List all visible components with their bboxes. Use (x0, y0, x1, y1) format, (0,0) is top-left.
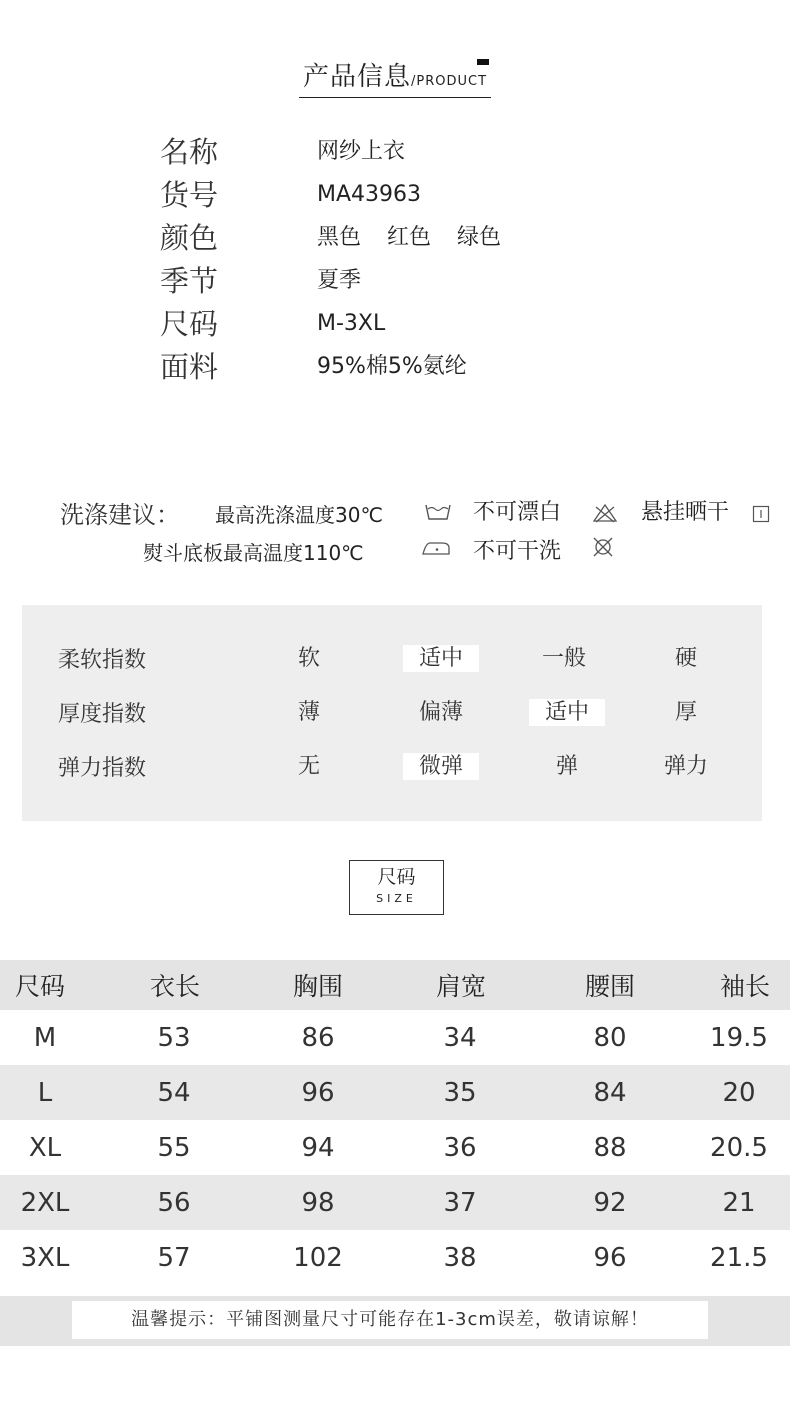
table-cell: 21.5 (710, 1242, 768, 1273)
table-cell: 36 (443, 1132, 477, 1163)
info-key: 季节 (160, 264, 219, 298)
info-key: 名称 (160, 135, 219, 169)
table-row (0, 1010, 790, 1065)
table-cell: L (37, 1077, 53, 1108)
table-row (0, 1175, 790, 1230)
column-header: 袖长 (719, 972, 770, 1001)
info-value: 夏季 (317, 268, 362, 293)
table-cell: 54 (157, 1077, 191, 1108)
title-cn: 产品信息 (302, 62, 411, 92)
table-cell: 86 (301, 1022, 335, 1053)
index-label: 厚度指数 (58, 702, 147, 727)
table-cell: 34 (443, 1022, 477, 1053)
wash-item-bleach: 不可漂白 (473, 500, 562, 525)
table-cell: 96 (593, 1242, 627, 1273)
no-dry-clean-icon (592, 536, 614, 558)
table-cell: 19.5 (710, 1022, 768, 1053)
index-label: 弹力指数 (58, 756, 147, 781)
title-mark (477, 59, 489, 65)
index-option: 无 (297, 754, 320, 779)
table-cell: 88 (593, 1132, 627, 1163)
index-option: 偏薄 (418, 700, 463, 725)
section-header (0, 56, 790, 98)
info-key: 颜色 (160, 221, 219, 255)
no-bleach-icon (592, 503, 618, 523)
table-cell: 80 (593, 1022, 627, 1053)
table-cell: 57 (157, 1242, 191, 1273)
column-header: 肩宽 (435, 972, 486, 1001)
size-badge-en: SIZE (376, 892, 417, 905)
table-cell: 94 (301, 1132, 335, 1163)
table-cell: 3XL (20, 1242, 70, 1273)
table-cell: 56 (157, 1187, 191, 1218)
info-value: 95%棉5%氨纶 (317, 354, 467, 379)
table-cell: 38 (443, 1242, 477, 1273)
table-cell: 20.5 (710, 1132, 768, 1163)
color-option: 黑色 (317, 225, 362, 250)
table-cell: 35 (443, 1077, 477, 1108)
table-cell: 2XL (20, 1187, 70, 1218)
index-option-selected: 微弹 (403, 753, 479, 780)
index-option: 软 (297, 646, 320, 671)
info-value: MA43963 (317, 182, 422, 207)
hang-dry-icon (752, 505, 770, 523)
table-cell: XL (28, 1132, 62, 1163)
column-header: 胸围 (292, 972, 343, 1001)
info-value-colors (317, 218, 527, 258)
table-cell: 53 (157, 1022, 191, 1053)
wash-item-iron: 熨斗底板最高温度110℃ (143, 541, 364, 565)
index-option: 弹 (555, 754, 578, 779)
column-header: 尺码 (14, 972, 65, 1001)
wash-basin-icon (424, 502, 452, 522)
wash-item-temp: 最高洗涤温度30℃ (215, 503, 383, 527)
index-option: 弹力 (663, 754, 708, 779)
size-badge-cn: 尺码 (377, 866, 416, 888)
table-cell: 55 (157, 1132, 191, 1163)
index-label: 柔软指数 (58, 648, 147, 673)
table-cell: 21 (722, 1187, 756, 1218)
table-cell: 98 (301, 1187, 335, 1218)
tip-bar (0, 1296, 790, 1346)
info-value: 网纱上衣 (317, 139, 406, 164)
index-option-selected: 适中 (403, 645, 479, 672)
fabric-index-panel (22, 605, 762, 821)
color-option: 红色 (387, 225, 432, 250)
iron-icon (420, 539, 452, 557)
table-cell: 37 (443, 1187, 477, 1218)
product-info-title (299, 56, 491, 98)
table-cell: 20 (722, 1077, 756, 1108)
color-option: 绿色 (457, 225, 502, 250)
info-value: M-3XL (317, 311, 386, 336)
title-en: /PRODUCT (410, 74, 488, 89)
index-option: 硬 (674, 646, 697, 671)
column-header: 衣长 (149, 972, 200, 1001)
table-header-row (0, 960, 790, 1010)
index-option: 一般 (541, 646, 586, 671)
table-row (0, 1120, 790, 1175)
size-table (0, 960, 790, 1285)
info-key: 货号 (160, 178, 219, 212)
table-cell: 92 (593, 1187, 627, 1218)
table-cell: M (33, 1022, 57, 1053)
index-option: 厚 (674, 700, 697, 725)
table-cell: 102 (293, 1242, 343, 1273)
wash-item-dryclean: 不可干洗 (473, 539, 562, 564)
info-key: 面料 (160, 350, 219, 384)
table-cell: 96 (301, 1077, 335, 1108)
size-badge (349, 860, 444, 915)
index-option-selected: 适中 (529, 699, 605, 726)
table-row (0, 1065, 790, 1120)
table-cell: 84 (593, 1077, 627, 1108)
column-header: 腰围 (584, 972, 635, 1001)
table-row (0, 1230, 790, 1285)
wash-title: 洗涤建议： (60, 501, 180, 529)
info-key: 尺码 (160, 307, 219, 341)
wash-item-hang: 悬挂晒干 (641, 500, 730, 525)
index-option: 薄 (297, 700, 320, 725)
tip-text: 温馨提示：平铺图测量尺寸可能存在1-3cm误差，敬请谅解！ (72, 1301, 708, 1339)
